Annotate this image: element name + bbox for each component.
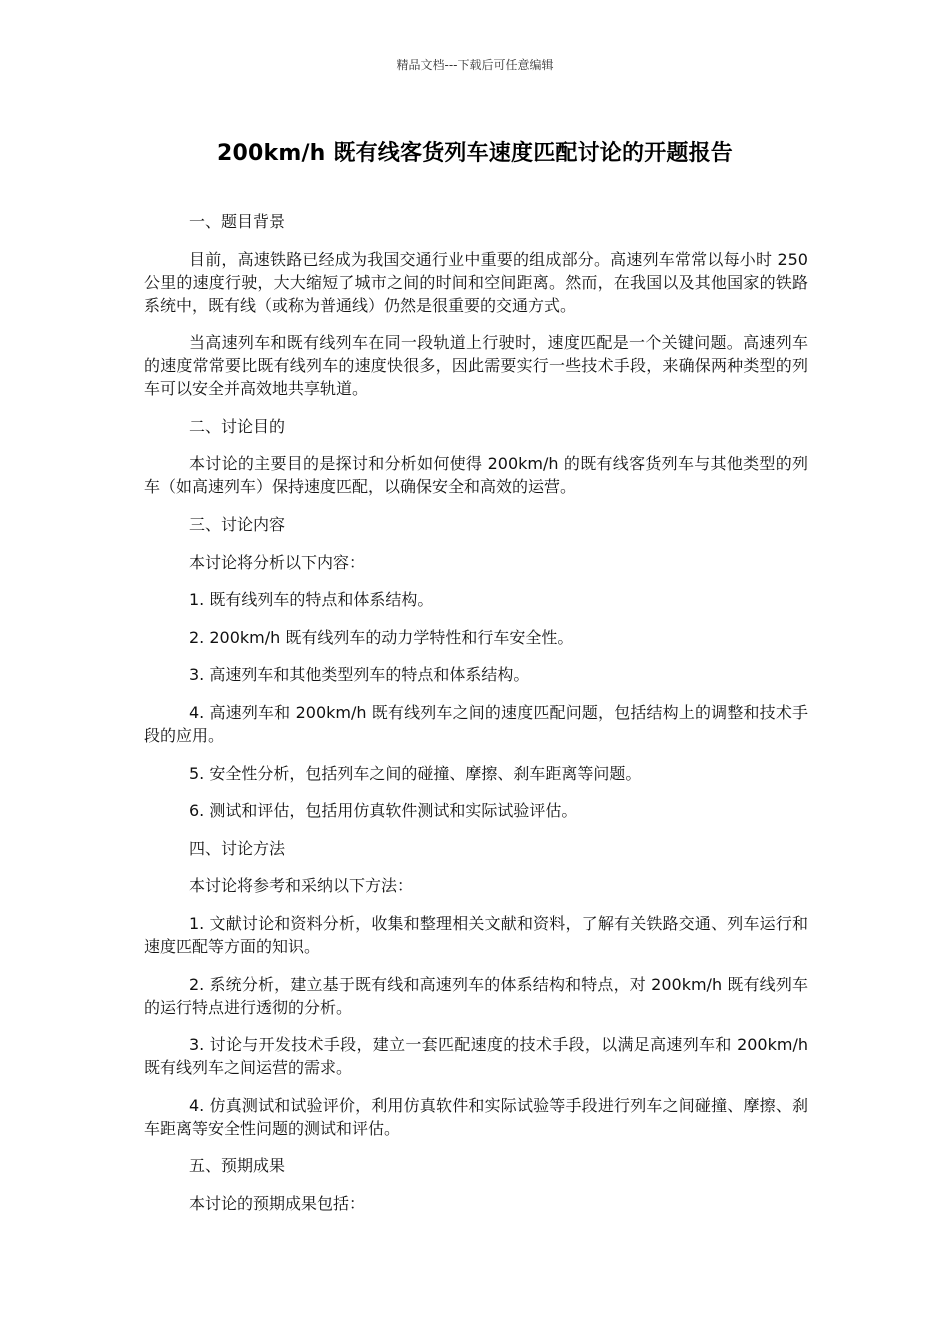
section-heading-results: 五、预期成果	[189, 1156, 286, 1176]
section-heading-background: 一、题目背景	[189, 212, 286, 231]
paragraph: 本讨论的主要目的是探讨和分析如何使得 200km/h 的既有线客货列车与其他类型的列车（如高速列车）保持速度匹配，以确保安全和高效的运营。	[144, 454, 808, 497]
section-heading-method: 四、讨论方法	[189, 838, 286, 858]
document-body	[144, 210, 808, 1229]
list-item: 3. 高速列车和其他类型列车的特点和体系结构。	[189, 665, 530, 685]
list-item: 4. 仿真测试和试验评价，利用仿真软件和实际试验等手段进行列车之间碰撞、摩擦、刹车距离等安全性问题的测试和评估。	[144, 1095, 808, 1138]
list-item: 3. 讨论与开发技术手段，建立一套匹配速度的技术手段，以满足高速列车和 200km/h 既有线列车之间运营的需求。	[144, 1035, 808, 1078]
paragraph: 本讨论将分析以下内容：	[189, 552, 366, 572]
list-item: 2. 200km/h 既有线列车的动力学特性和行车安全性。	[189, 627, 574, 647]
paragraph: 本讨论的预期成果包括：	[189, 1193, 366, 1213]
page-header: 精品文档---下载后可任意编辑	[396, 58, 554, 72]
list-item: 1. 既有线列车的特点和体系结构。	[189, 590, 434, 610]
list-item: 4. 高速列车和 200km/h 既有线列车之间的速度匹配问题，包括结构上的调整和技术手段的应用。	[144, 702, 808, 745]
paragraph: 本讨论将参考和采纳以下方法：	[189, 876, 414, 896]
section-heading-content: 三、讨论内容	[189, 514, 286, 534]
list-item: 5. 安全性分析，包括列车之间的碰撞、摩擦、刹车距离等问题。	[189, 763, 642, 783]
list-item: 2. 系统分析，建立基于既有线和高速列车的体系结构和特点，对 200km/h 既有线列车的运行特点进行透彻的分析。	[144, 974, 808, 1017]
section-heading-purpose: 二、讨论目的	[189, 416, 286, 436]
list-item: 6. 测试和评估，包括用仿真软件测试和实际试验评估。	[189, 801, 578, 821]
list-item: 1. 文献讨论和资料分析，收集和整理相关文献和资料，了解有关铁路交通、列车运行和速度匹配等方面的知识。	[144, 913, 808, 956]
document-title: 200km/h 既有线客货列车速度匹配讨论的开题报告	[216, 141, 734, 166]
paragraph: 当高速列车和既有线列车在同一段轨道上行驶时，速度匹配是一个关键问题。高速列车的速度常常要比既有线列车的速度快很多，因此需要实行一些技术手段，来确保两种类型的列车可以安全并高效地共享轨道。	[144, 333, 808, 399]
paragraph: 目前，高速铁路已经成为我国交通行业中重要的组成部分。高速列车常常以每小时 250 公里的速度行驶，大大缩短了城市之间的时间和空间距离。然而，在我国以及其他国家的铁路系统中，既有线（或称为普通线）仍然是很重要的交通方式。	[144, 249, 808, 315]
